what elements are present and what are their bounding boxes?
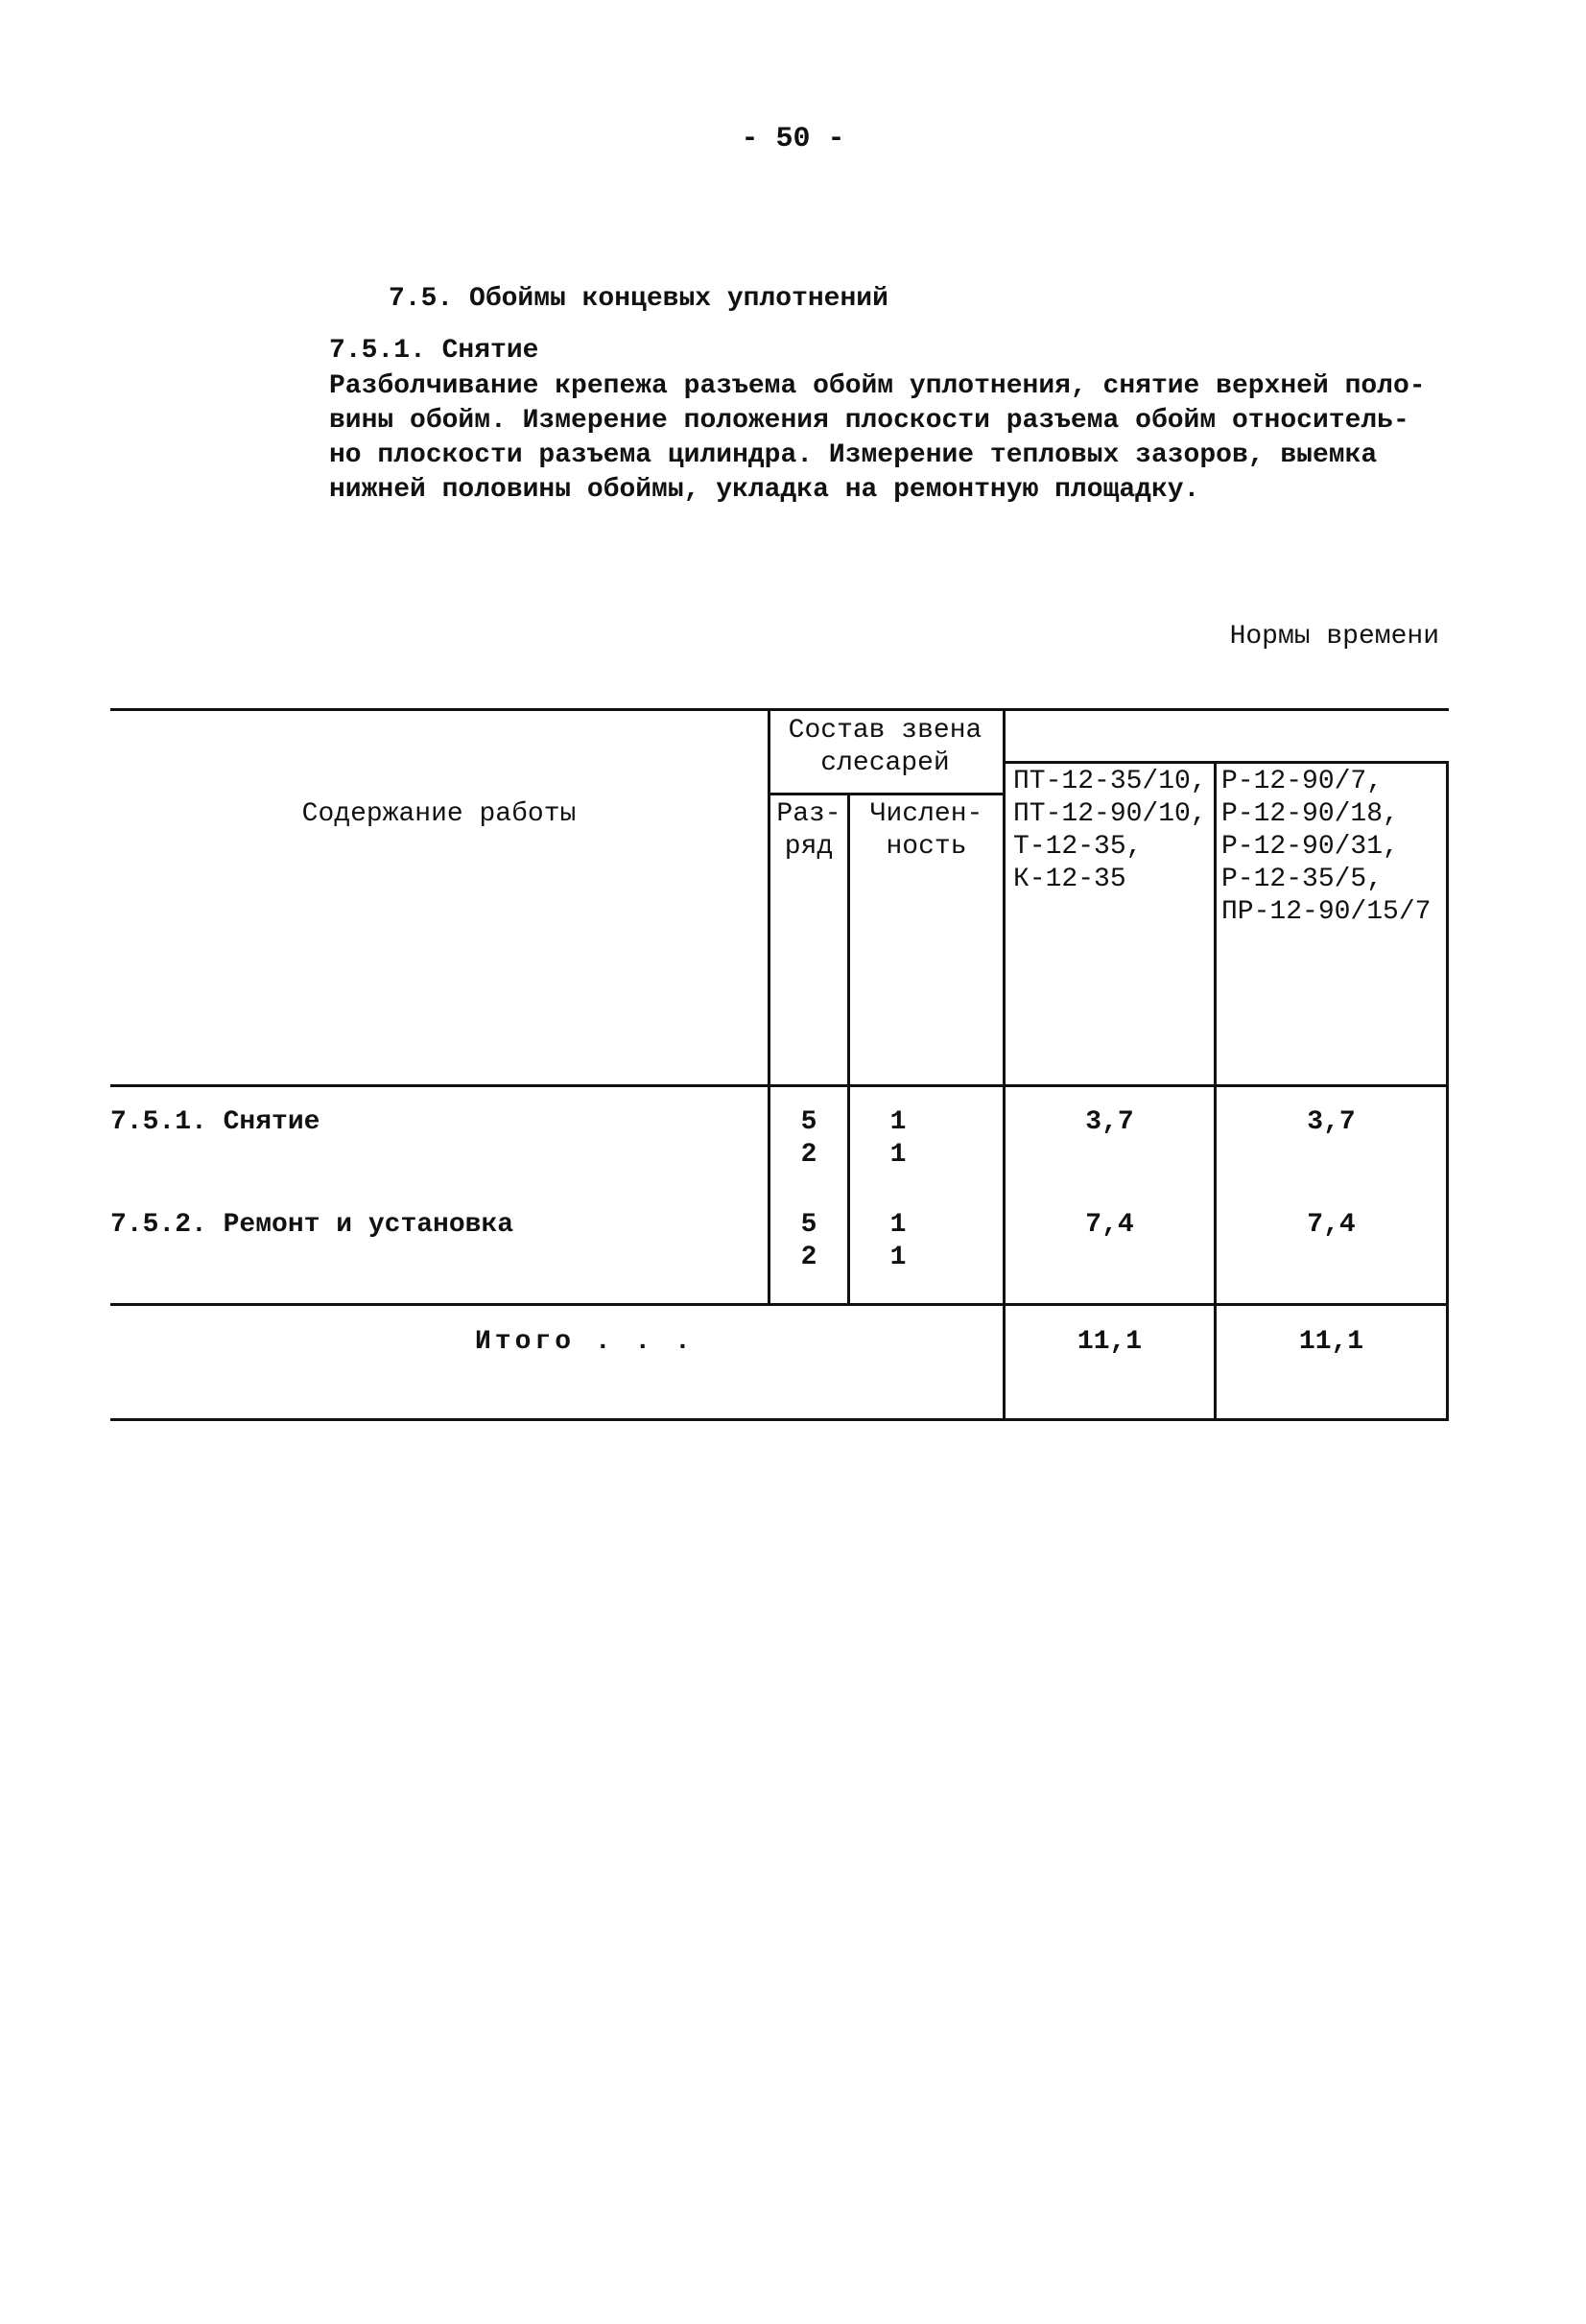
col-rule-right [1446, 761, 1449, 1421]
grade-value: 2 [800, 1243, 817, 1272]
header-grade [770, 798, 847, 864]
row-grades [770, 1209, 847, 1274]
row-label: 7.5.1. Снятие [110, 1107, 320, 1137]
header-count-line: Числен- [869, 799, 983, 829]
crew-header-rule [768, 793, 1003, 795]
rows-bottom-rule [110, 1303, 1449, 1306]
total-label: Итого . . . [475, 1327, 695, 1357]
header-bottom-rule [110, 1084, 1449, 1087]
count-value: 1 [889, 1210, 907, 1240]
model-name: ПТ-12-35/10, [1013, 767, 1207, 796]
total-norm-1: 11,1 [1077, 1327, 1143, 1357]
model-name: ПТ-12-90/10, [1013, 799, 1207, 829]
description-line: но плоскости разъема цилиндра. Измерение тепловых зазоров, выемка [329, 440, 1378, 470]
header-crew [768, 715, 1003, 780]
row-label: 7.5.2. Ремонт и установка [110, 1210, 514, 1240]
model-name: Р-12-90/31, [1221, 832, 1399, 862]
header-crew-line: слесарей [820, 748, 950, 778]
row-norm-1: 3,7 [1085, 1107, 1134, 1137]
row-norm-2: 7,4 [1307, 1210, 1356, 1240]
description-line: нижней половины обоймы, укладка на ремонтную площадку. [329, 475, 1200, 505]
model-name: Р-12-90/7, [1221, 767, 1384, 796]
row-norm-1: 7,4 [1085, 1210, 1134, 1240]
table-bottom-rule [110, 1418, 1449, 1421]
row-counts [850, 1106, 946, 1172]
row-grades [770, 1106, 847, 1172]
grade-value: 2 [800, 1140, 817, 1170]
norms-label: Нормы времени [1229, 622, 1439, 652]
table-top-rule [110, 708, 1449, 711]
description-line: вины обойм. Измерение положения плоскости разъема обойм относитель- [329, 406, 1409, 436]
page-number: - 50 - [741, 123, 845, 155]
grade-value: 5 [800, 1107, 817, 1137]
model-name: Р-12-35/5, [1221, 865, 1384, 894]
header-models-group-1 [1013, 766, 1207, 896]
header-grade-line: ряд [784, 832, 834, 862]
row-norm-2: 3,7 [1307, 1107, 1356, 1137]
model-name: Т-12-35, [1013, 832, 1143, 862]
header-count-line: ность [886, 832, 967, 862]
col-rule-models-2 [1214, 761, 1217, 1421]
header-grade-line: Раз- [776, 799, 841, 829]
count-value: 1 [889, 1140, 907, 1170]
subsection-title: 7.5.1. Снятие [329, 336, 539, 366]
header-count [850, 798, 1003, 864]
count-value: 1 [889, 1107, 907, 1137]
row-counts [850, 1209, 946, 1274]
total-norm-2: 11,1 [1298, 1327, 1364, 1357]
description-line: Разболчивание крепежа разъема обойм уплотнения, снятие верхней поло- [329, 371, 1426, 401]
model-name: К-12-35 [1013, 865, 1126, 894]
section-title: 7.5. Обоймы концевых уплотнений [389, 284, 888, 314]
model-name: ПР-12-90/15/7 [1221, 897, 1432, 927]
model-name: Р-12-90/18, [1221, 799, 1399, 829]
header-crew-line: Состав звена [788, 716, 982, 746]
grade-value: 5 [800, 1210, 817, 1240]
header-models-group-2 [1221, 766, 1431, 929]
count-value: 1 [889, 1243, 907, 1272]
models-header-rule [1003, 761, 1449, 764]
section-description [329, 369, 1426, 508]
header-work-content: Содержание работы [301, 799, 577, 829]
col-rule-models-1 [1003, 708, 1006, 1421]
